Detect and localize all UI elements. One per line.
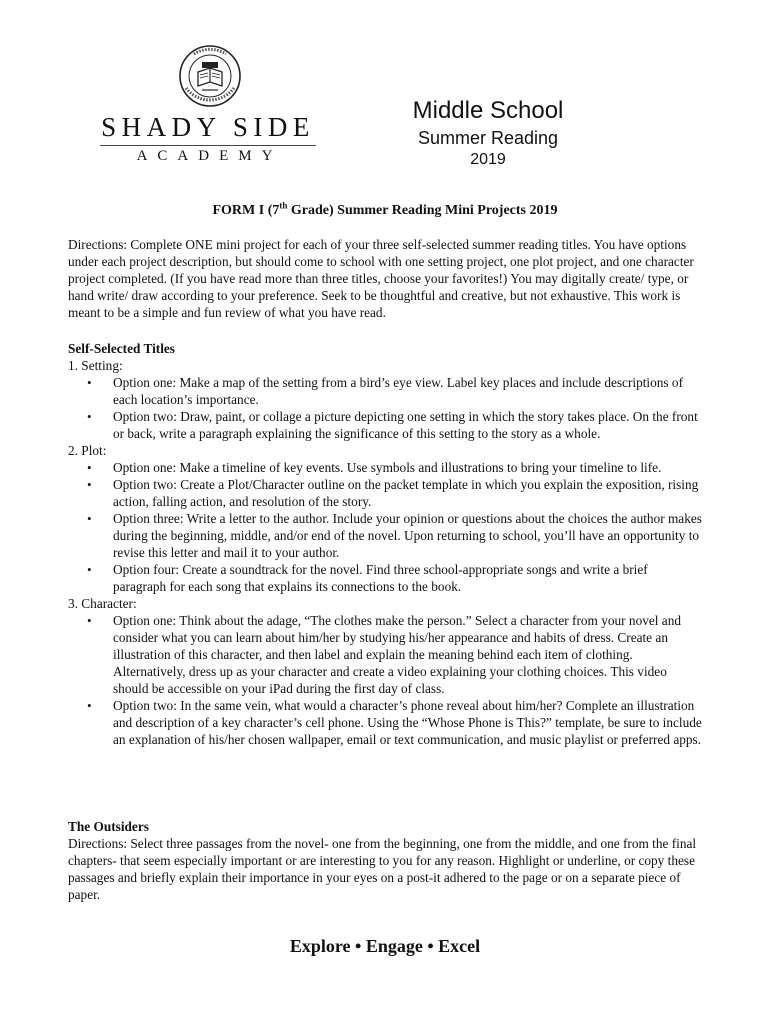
page-subtitle: Summer Reading <box>417 128 559 148</box>
list-item: • Option four: Create a soundtrack for the novel. Find three school-appropriate songs and write a brief paragraph for each song that explains its connections to the book. <box>68 561 704 595</box>
self-selected-section <box>68 340 704 748</box>
directions-paragraph: Directions: Complete ONE mini project for each of your three self-selected summer reading titles. You have options under each project description, but should come to school with one setting project, one plot project, and one character project completed. (If you have read more than three titles, choose your favorites!) You may digitally create/ type, or hand write/ draw according to your preference. Seek to be thoughtful and creative, but not exhaustive. This work is meant to be a simple and fun review of what you have read. <box>68 237 694 320</box>
school-subtitle: ACADEMY <box>136 148 283 164</box>
category-label: 3. Character: <box>68 596 137 611</box>
page-title: Middle School <box>412 97 564 124</box>
option-list <box>68 374 704 442</box>
option-list <box>68 612 704 748</box>
outsiders-directions: Directions: Select three passages from the novel- one from the beginning, one from the middle, and one from the final chapters- that seem especially important or are interesting to you for any reason. Highlight or underline, or copy these passages and briefly explain their importance in your eyes on a post-it adhered to the page or on a separate piece of paper. <box>68 836 697 902</box>
academy-seal-icon <box>178 44 242 108</box>
outsiders-section <box>68 818 704 903</box>
list-item: • Option one: Make a map of the setting from a bird’s eye view. Label key places and include descriptions of each location’s importance. <box>68 374 704 408</box>
list-item: • Option two: Create a Plot/Character outline on the packet template in which you explain the exposition, rising action, falling action, and resolution of the story. <box>68 476 704 510</box>
form-heading <box>0 202 770 220</box>
list-item: • Option two: Draw, paint, or collage a picture depicting one setting in which the story takes place. On the front or back, write a paragraph explaining the significance of this setting to the story as a whole. <box>68 408 704 442</box>
title-block <box>408 96 568 171</box>
list-item: • Option one: Make a timeline of key events. Use symbols and illustrations to bring your timeline to life. <box>68 459 704 476</box>
heading-text-end: Grade) Summer Reading Mini Projects 2019 <box>287 203 558 218</box>
category-label: 2. Plot: <box>68 443 107 458</box>
option-list <box>68 459 704 595</box>
outsiders-title: The Outsiders <box>68 819 149 834</box>
school-wordmark: SHADY SIDE <box>101 112 315 142</box>
wordmark-divider <box>100 145 316 146</box>
list-item: • Option two: In the same vein, what would a character’s phone reveal about him/her? Complete an illustration and description of a key character’s cell phone. Using the “Whose Phone is This?” template, be sure to include an explanation of his/her chosen wallpaper, email or text communication, and music playlist or preferred apps. <box>68 697 704 748</box>
page-year: 2019 <box>470 151 506 168</box>
list-item: • Option one: Think about the adage, “The clothes make the person.” Select a character from your novel and consider what you can learn about him/her by studying his/her appearance and habits of dress. Create an illustration of this character, and then label and explain the meaning behind each item of clothing. Alternatively, dress up as your character and create a video explaining your clothing choices. This video should be accessible on your iPad during the first day of class. <box>68 612 704 697</box>
heading-text-start: FORM I (7 <box>212 203 280 218</box>
category-label: 1. Setting: <box>68 358 123 373</box>
heading-superscript: th <box>279 200 288 211</box>
footer-motto: Explore • Engage • Excel <box>289 936 481 956</box>
list-item: • Option three: Write a letter to the author. Include your opinion or questions about the choices the author makes during the beginning, middle, and/or end of the novel. Upon returning to school, you’ll have an opportunity to revise this letter and mail it to your author. <box>68 510 704 561</box>
section-title: Self-Selected Titles <box>68 341 175 356</box>
